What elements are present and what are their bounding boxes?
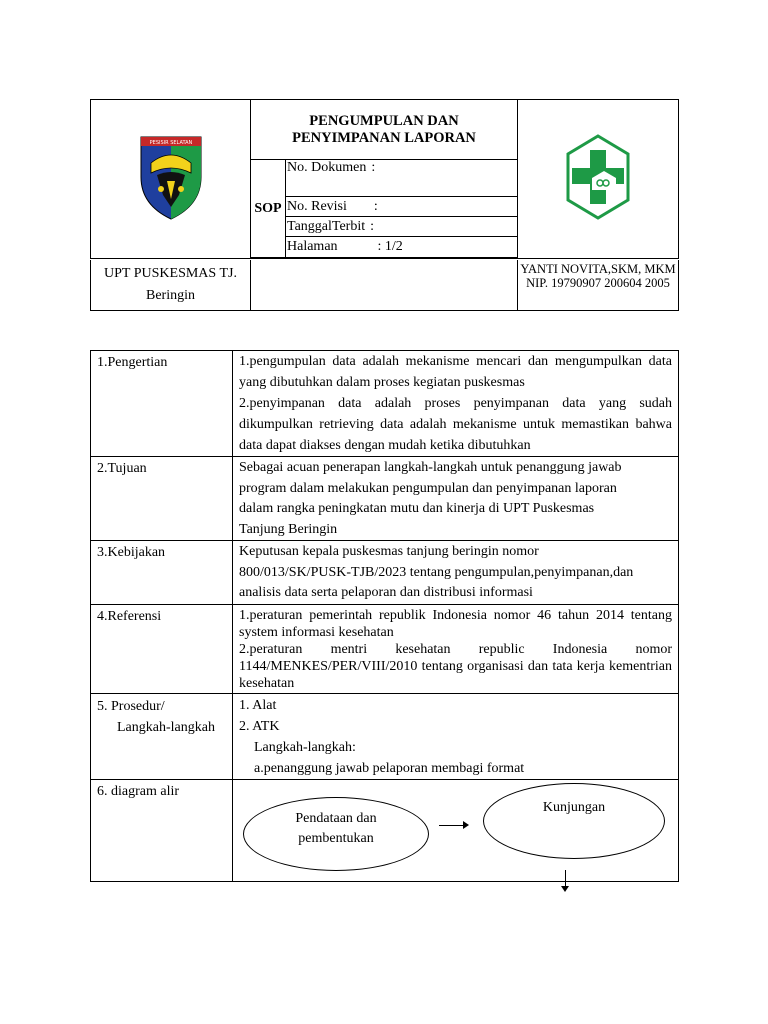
prosedur-text: 1. Alat 2. ATK Langkah-langkah: a.penanggung jawab pelaporan membagi format bbox=[233, 693, 679, 779]
label-referensi: 4.Referensi bbox=[91, 604, 233, 693]
unit-name: UPT PUSKESMAS TJ. Beringin bbox=[91, 260, 251, 310]
label-prosedur: 5. Prosedur/ Langkah-langkah bbox=[91, 693, 233, 779]
signer-name: YANTI NOVITA,SKM, MKM bbox=[520, 262, 676, 276]
signer-cell bbox=[518, 260, 679, 310]
svg-text:PESISIR SELATAN: PESISIR SELATAN bbox=[149, 139, 192, 146]
field-no-dokumen: No. Dokumen : bbox=[286, 160, 518, 197]
referensi-text: 1.peraturan pemerintah republik Indonesia nomor 46 tahun 2014 tentang system informasi kesehatan 2.peraturan mentri kesehatan republic Indonesia nomor 1144/MENKES/PER/VIII/2010 tentang organisasi dan tata kerja kementrian kesehatan bbox=[233, 604, 679, 693]
arrow-head-icon bbox=[463, 821, 469, 829]
sop-label: SOP bbox=[251, 160, 286, 258]
field-tanggal-terbit: TanggalTerbit : bbox=[286, 217, 518, 237]
puskesmas-logo-icon bbox=[566, 134, 630, 220]
field-no-revisi: No. Revisi : bbox=[286, 197, 518, 217]
label-pengertian: 1.Pengertian bbox=[91, 351, 233, 457]
label-tujuan: 2.Tujuan bbox=[91, 457, 233, 541]
right-logo-cell bbox=[518, 100, 679, 259]
pengertian-text: 1.pengumpulan data adalah mekanisme mencari dan mengumpulkan data yang dibutuhkan dalam proses kegiatan puskesmas 2.penyimpanan data adalah proses penyimpanan data yang sudah dikumpulkan retrieving data adalah mekanisme untuk memastikan bahwa data dapat diakses dengan mudah ketika dibutuhkan bbox=[233, 351, 679, 457]
arrow-down-head-icon bbox=[561, 886, 569, 892]
document-header-table bbox=[90, 99, 679, 259]
signer-nip: NIP. 19790907 200604 2005 bbox=[526, 276, 670, 290]
tujuan-text: Sebagai acuan penerapan langkah-langkah untuk penanggung jawab program dalam melakukan pengumpulan dan penyimpanan laporan dalam rangka peningkatan mutu dan kinerja di UPT Puskesmas Tanjung Beringin bbox=[233, 457, 679, 541]
diagram-cell bbox=[233, 779, 679, 881]
label-diagram-alir: 6. diagram alir bbox=[91, 779, 233, 881]
blank-cell bbox=[251, 260, 518, 310]
document-title: PENGUMPULAN DAN PENYIMPANAN LAPORAN bbox=[251, 100, 518, 160]
regency-emblem-icon bbox=[139, 133, 203, 221]
flow-node-kunjungan: Kunjungan bbox=[483, 783, 665, 859]
label-kebijakan: 3.Kebijakan bbox=[91, 541, 233, 605]
left-logo-cell bbox=[91, 100, 251, 259]
kebijakan-text: Keputusan kepala puskesmas tanjung beringin nomor 800/013/SK/PUSK-TJB/2023 tentang pengumpulan,penyimpanan,dan analisis data serta pelaporan dan distribusi informasi bbox=[233, 541, 679, 605]
flow-node-pendataan: Pendataan dan pembentukan bbox=[243, 797, 429, 871]
field-halaman: Halaman : 1/2 bbox=[286, 237, 518, 258]
header-footer-row bbox=[90, 260, 679, 311]
sop-content-table bbox=[90, 350, 679, 882]
